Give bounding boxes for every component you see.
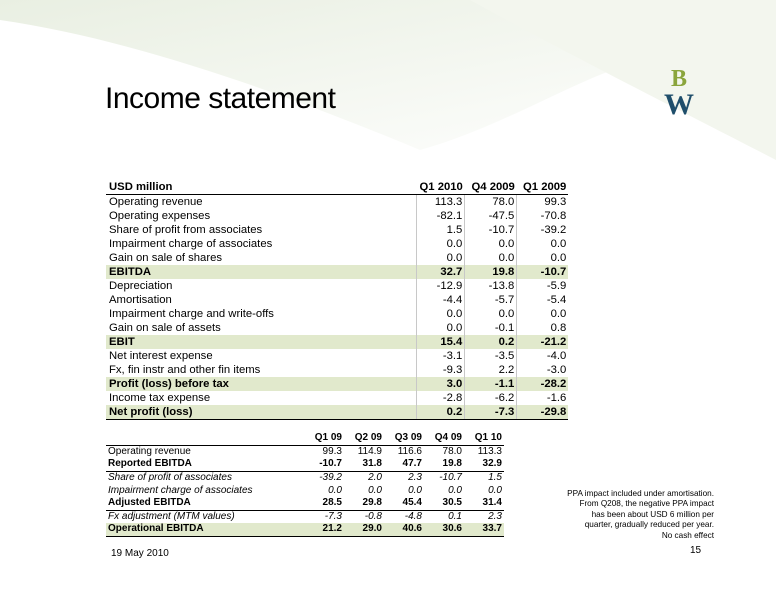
spacer xyxy=(361,180,417,195)
cell-value: 78.0 xyxy=(465,195,517,210)
table-row xyxy=(106,349,568,363)
cell-value: -10.7 xyxy=(465,223,517,237)
row-label: EBITDA xyxy=(106,265,361,279)
column-header: Q4 09 xyxy=(424,432,464,445)
cell-value: 0.2 xyxy=(465,335,517,349)
cell-value: -3.0 xyxy=(517,363,569,377)
spacer xyxy=(361,195,417,210)
cell-value: -3.5 xyxy=(465,349,517,363)
row-label: Amortisation xyxy=(109,293,172,306)
cell-value: 0.0 xyxy=(417,321,465,335)
cell-value: 0.0 xyxy=(465,251,517,265)
ppa-note xyxy=(540,489,714,541)
cell-value: 28.5 xyxy=(304,497,344,510)
cell-value: 19.8 xyxy=(465,265,517,279)
cell-value: -4.4 xyxy=(417,293,465,307)
table-row xyxy=(106,405,568,420)
cell-value: 30.5 xyxy=(424,497,464,510)
cell-value: -47.5 xyxy=(465,209,517,223)
cell-value: 31.4 xyxy=(464,497,504,510)
cell-value: 78.0 xyxy=(442,445,462,457)
cell-value: 0.0 xyxy=(448,484,462,496)
table-row xyxy=(106,484,504,497)
quarterly-ebitda-table xyxy=(106,432,504,537)
cell-value: 116.6 xyxy=(397,445,422,457)
cell-value: 0.0 xyxy=(368,484,382,496)
spacer xyxy=(361,293,417,307)
cell-value: 0.0 xyxy=(517,237,569,251)
row-label: Net profit (loss) xyxy=(106,405,361,420)
cell-value: -12.9 xyxy=(417,279,465,293)
cell-value: 0.0 xyxy=(517,251,569,265)
header-label: USD million xyxy=(106,180,361,195)
cell-value: -39.2 xyxy=(517,223,569,237)
cell-value: 99.3 xyxy=(517,195,569,210)
table-row xyxy=(106,307,568,321)
column-header: Q1 2009 xyxy=(517,180,569,195)
cell-value: 0.0 xyxy=(465,237,517,251)
cell-value: -3.1 xyxy=(417,349,465,363)
cell-value: 2.2 xyxy=(465,363,517,377)
table-row xyxy=(106,321,568,335)
cell-value: 0.2 xyxy=(417,405,465,420)
column-header: Q1 09 xyxy=(304,432,344,445)
spacer xyxy=(361,237,417,251)
table-header-row xyxy=(106,432,504,445)
cell-value: 29.8 xyxy=(344,497,384,510)
cell-value: 2.0 xyxy=(368,472,382,484)
row-label: Gain on sale of shares xyxy=(109,251,223,264)
cell-value: -7.3 xyxy=(324,510,342,522)
table-row xyxy=(106,471,504,484)
row-label: Share of profit from associates xyxy=(109,223,263,236)
cell-value: 0.0 xyxy=(465,307,517,321)
cell-value: 2.3 xyxy=(408,472,422,484)
cell-value: 21.2 xyxy=(304,523,344,536)
spacer xyxy=(361,265,417,279)
cell-value: 2.3 xyxy=(488,510,502,522)
row-label: Operating revenue xyxy=(108,445,191,457)
page-number: 15 xyxy=(690,545,702,556)
cell-value: -13.8 xyxy=(465,279,517,293)
column-header: Q4 2009 xyxy=(465,180,517,195)
row-label: Reported EBITDA xyxy=(106,458,304,471)
cell-value: -5.4 xyxy=(517,293,569,307)
row-label: Net interest expense xyxy=(109,349,213,362)
cell-value: -4.8 xyxy=(404,510,422,522)
column-header: Q1 2010 xyxy=(417,180,465,195)
row-label: Depreciation xyxy=(109,279,173,292)
table-row xyxy=(106,497,504,510)
cell-value: 29.0 xyxy=(344,523,384,536)
cell-value: 1.5 xyxy=(417,223,465,237)
table-header-row xyxy=(106,180,568,195)
row-label: Operating revenue xyxy=(109,195,203,208)
cell-value: -10.7 xyxy=(517,265,569,279)
cell-value: 15.4 xyxy=(417,335,465,349)
header-empty xyxy=(106,432,304,445)
cell-value: 0.0 xyxy=(517,307,569,321)
row-label: Income tax expense xyxy=(109,391,211,404)
cell-value: -0.8 xyxy=(364,510,382,522)
table-row xyxy=(106,279,568,293)
spacer xyxy=(361,349,417,363)
row-label: Operating expenses xyxy=(109,209,211,222)
cell-value: -10.7 xyxy=(439,472,462,484)
cell-value: 45.4 xyxy=(384,497,424,510)
svg-text:W: W xyxy=(664,88,694,121)
cell-value: 32.9 xyxy=(464,458,504,471)
cell-value: -2.8 xyxy=(417,391,465,405)
cell-value: -10.7 xyxy=(304,458,344,471)
row-label: Profit (loss) before tax xyxy=(106,377,361,391)
spacer xyxy=(361,251,417,265)
cell-value: 1.5 xyxy=(488,472,502,484)
cell-value: 0.0 xyxy=(328,484,342,496)
cell-value: -1.1 xyxy=(465,377,517,391)
table-row xyxy=(106,223,568,237)
income-statement-table xyxy=(106,180,568,420)
row-label: Impairment charge of associates xyxy=(108,484,253,496)
cell-value: -6.2 xyxy=(465,391,517,405)
row-label: EBIT xyxy=(106,335,361,349)
table-row xyxy=(106,523,504,536)
spacer xyxy=(361,307,417,321)
cell-value: 0.0 xyxy=(417,251,465,265)
cell-value: 0.0 xyxy=(417,307,465,321)
row-label: Gain on sale of assets xyxy=(109,321,221,334)
row-label: Operational EBITDA xyxy=(106,523,304,536)
table-row xyxy=(106,510,504,523)
row-label: Impairment charge and write-offs xyxy=(109,307,274,320)
row-label: Fx, fin instr and other fin items xyxy=(109,363,261,376)
table-row xyxy=(106,209,568,223)
table-row xyxy=(106,237,568,251)
spacer xyxy=(361,363,417,377)
spacer xyxy=(361,209,417,223)
cell-value: -1.6 xyxy=(517,391,569,405)
cell-value: -0.1 xyxy=(465,321,517,335)
table-row xyxy=(106,445,504,458)
spacer xyxy=(361,377,417,391)
table-row xyxy=(106,251,568,265)
cell-value: -5.9 xyxy=(517,279,569,293)
note-line: No cash effect xyxy=(661,530,714,540)
svg-text:B: B xyxy=(670,66,688,92)
cell-value: 33.7 xyxy=(464,523,504,536)
cell-value: 113.3 xyxy=(417,195,465,210)
cell-value: -29.8 xyxy=(517,405,569,420)
cell-value: -70.8 xyxy=(517,209,569,223)
footer-date: 19 May 2010 xyxy=(111,548,169,559)
note-line: has been about USD 6 million per xyxy=(591,509,714,519)
cell-value: -5.7 xyxy=(465,293,517,307)
page-title: Income statement xyxy=(105,82,336,115)
cell-value: -4.0 xyxy=(517,349,569,363)
table-row xyxy=(106,335,568,349)
cell-value: 19.8 xyxy=(424,458,464,471)
note-line: PPA impact included under amortisation. xyxy=(567,489,714,498)
table-row xyxy=(106,363,568,377)
cell-value: 99.3 xyxy=(322,445,342,457)
cell-value: 30.6 xyxy=(424,523,464,536)
cell-value: 31.8 xyxy=(344,458,384,471)
cell-value: 47.7 xyxy=(384,458,424,471)
row-label: Adjusted EBITDA xyxy=(106,497,304,510)
column-header: Q3 09 xyxy=(384,432,424,445)
table-row xyxy=(106,195,568,210)
table-row xyxy=(106,293,568,307)
cell-value: 40.6 xyxy=(384,523,424,536)
cell-value: -21.2 xyxy=(517,335,569,349)
spacer xyxy=(361,279,417,293)
cell-value: -82.1 xyxy=(417,209,465,223)
spacer xyxy=(361,223,417,237)
cell-value: 32.7 xyxy=(417,265,465,279)
cell-value: -39.2 xyxy=(319,472,342,484)
spacer xyxy=(361,391,417,405)
table-row xyxy=(106,391,568,405)
row-label: Fx adjustment (MTM values) xyxy=(108,510,235,522)
cell-value: 3.0 xyxy=(417,377,465,391)
column-header: Q2 09 xyxy=(344,432,384,445)
cell-value: -9.3 xyxy=(417,363,465,377)
row-label: Share of profit of associates xyxy=(108,472,232,484)
row-label: Impairment charge of associates xyxy=(109,237,273,250)
column-header: Q1 10 xyxy=(464,432,504,445)
note-line: quarter, gradually reduced per year. xyxy=(584,520,714,530)
cell-value: 114.9 xyxy=(357,445,382,457)
bw-logo-icon xyxy=(652,64,706,124)
cell-value: 0.0 xyxy=(408,484,422,496)
cell-value: 0.8 xyxy=(517,321,569,335)
cell-value: 0.1 xyxy=(448,510,462,522)
table-row xyxy=(106,377,568,391)
spacer xyxy=(361,321,417,335)
spacer xyxy=(361,335,417,349)
cell-value: -7.3 xyxy=(465,405,517,420)
cell-value: -28.2 xyxy=(517,377,569,391)
spacer xyxy=(361,405,417,420)
note-line: From Q208, the negative PPA impact xyxy=(579,499,714,509)
cell-value: 113.3 xyxy=(477,445,502,457)
cell-value: 0.0 xyxy=(417,237,465,251)
cell-value: 0.0 xyxy=(488,484,502,496)
table-row xyxy=(106,458,504,471)
table-row xyxy=(106,265,568,279)
